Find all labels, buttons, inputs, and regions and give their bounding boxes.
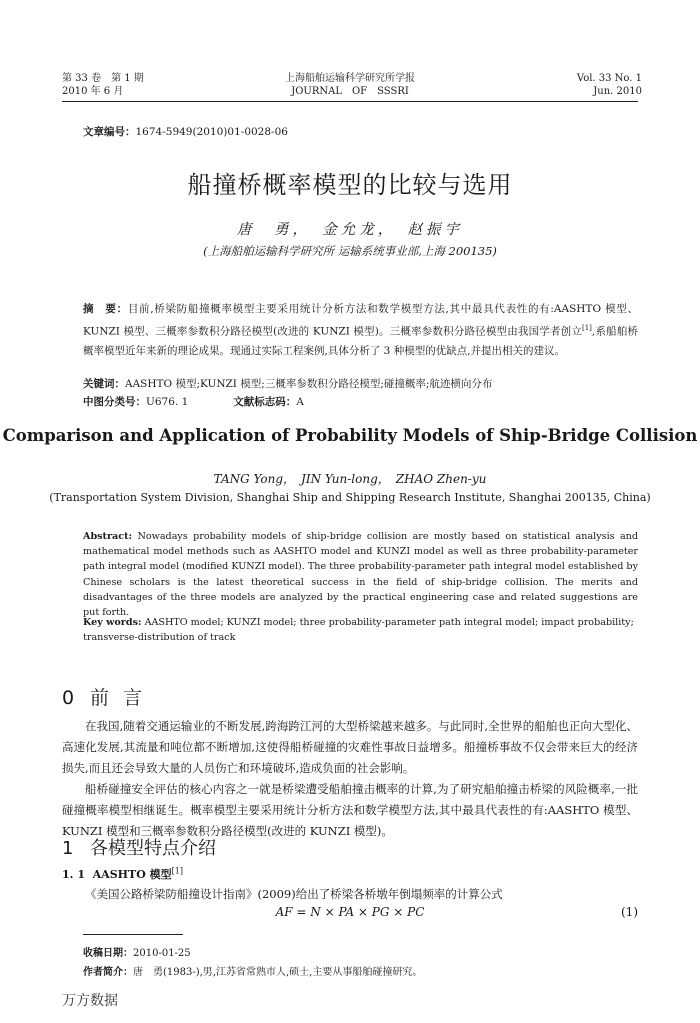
abstract-cn-text: 目前,桥梁防船撞概率模型主要采用统计分析方法和数学模型方法,其中最具代表性的有:AASHTO 模型、KUNZI 模型、三概率参数积分路径模型(改进的 KUNZI 模型)。三概率参数积分路径模型由我国学者创立 <box>83 303 638 338</box>
abstract-cn <box>83 300 638 361</box>
abstract-cn-label: 摘 要： <box>83 303 128 315</box>
section-heading-1 <box>62 834 216 860</box>
received-value: 2010-01-25 <box>133 948 191 959</box>
author-bio-label: 作者简介： <box>83 967 133 978</box>
keywords-en <box>83 615 638 645</box>
article-number-value: 1674-5949(2010)01-0028-06 <box>135 126 288 138</box>
paper-title-en: Comparison and Application of Probability Models of Ship-Bridge Collision <box>2 426 698 445</box>
equation-number: (1) <box>621 905 638 919</box>
abstract-cn-text-2: ,系船舶桥概率模型近年来新的理论成果。现通过实际工程案例,具体分析了 3 种模型的优缺点,并提出相关的建议。 <box>83 325 638 357</box>
author-bio <box>83 963 422 978</box>
section-0-title: 前言 <box>90 687 157 709</box>
clc-label: 中图分类号： <box>83 396 146 408</box>
article-number <box>83 124 288 139</box>
affiliation-cn: (上海船舶运输科学研究所 运输系统事业部,上海 200135) <box>203 244 497 258</box>
affiliation-en: (Transportation System Division, Shanghai Ship and Shipping Research Institute, Shanghai 200135, China) <box>49 491 651 504</box>
keywords-cn-label: 关键词： <box>83 378 125 390</box>
doc-code-label: 文献标志码： <box>233 396 297 408</box>
abstract-en <box>83 529 638 620</box>
issue-date-en: Jun. 2010 <box>593 86 642 97</box>
watermark: 万方数据 <box>62 993 118 1009</box>
volume-issue: 第 33 卷 第 1 期 <box>62 73 144 84</box>
keywords-cn <box>83 376 492 391</box>
journal-volume-info <box>62 72 144 98</box>
paper-title-cn: 船撞桥概率模型的比较与选用 <box>187 171 513 199</box>
equation-1: AF = N × PA × PG × PC <box>275 905 425 919</box>
abstract-en-text: Nowadays probability models of ship-bridge collision are mostly based on statistical analysis and mathematical model methods such as AASHTO model and KUNZI model as well as three probability-parameter path integral model (modified KUNZI model). The three probability-parameter path integral model established by Chinese scholars is the latest theoretical success in the field of ship-bridge collision. The merits and disadvantages of the three models are analyzed by the practical engineering case and related suggestions are put forth. <box>83 531 638 619</box>
received-label: 收稿日期： <box>83 948 133 959</box>
footnote-rule <box>83 934 183 935</box>
subsection-heading-1-1 <box>62 866 183 882</box>
doc-code-value: A <box>296 396 304 408</box>
authors-cn: 唐 勇， 金允龙， 赵振宇 <box>237 222 463 238</box>
author-bio-text: 唐 勇(1983-),男,江苏省常熟市人,硕士,主要从事船舶碰撞研究。 <box>133 967 423 978</box>
section-1-title: 各模型特点介绍 <box>90 838 216 859</box>
clc-value: U676. 1 <box>146 396 189 408</box>
abstract-cn-ref[interactable]: [1] <box>582 324 592 332</box>
journal-name <box>240 72 460 98</box>
section-heading-0 <box>62 683 156 710</box>
article-number-label: 文章编号： <box>83 126 136 138</box>
subsection-1-1-number: 1. 1 <box>62 868 85 881</box>
issue-date: 2010 年 6 月 <box>62 86 124 97</box>
section-1-paragraph-1: 《美国公路桥梁防船撞设计指南》(2009)给出了桥梁各桥墩年倒塌频率的计算公式 <box>85 887 503 901</box>
keywords-en-label: Key words: <box>83 617 142 628</box>
section-1-number: 1 <box>62 838 74 859</box>
abstract-en-label: Abstract: <box>83 531 133 542</box>
subsection-1-1-title: AASHTO 模型 <box>92 868 172 881</box>
volume-issue-en: Vol. 33 No. 1 <box>576 73 642 84</box>
header-rule <box>62 101 638 102</box>
received-date <box>83 944 191 959</box>
section-0-paragraph-1: 在我国,随着交通运输业的不断发展,跨海跨江河的大型桥梁越来越多。与此同时,全世界的船舶也正向大型化、高速化发展,其流量和吨位都不断增加,这使得船桥碰撞的灾难性事故日益增多。船撞桥事故不仅会带来巨大的经济损失,而且还会导致大量的人员伤亡和环境破坏,造成负面的社会影响。 <box>62 719 638 775</box>
section-0-number: 0 <box>62 687 75 709</box>
classification <box>83 394 304 409</box>
authors-en: TANG Yong， JIN Yun-long， ZHAO Zhen-yu <box>213 472 487 486</box>
journal-name-cn: 上海船舶运输科学研究所学报 <box>285 73 415 84</box>
keywords-cn-text: AASHTO 模型;KUNZI 模型;三概率参数积分路径模型;碰撞概率;航迹横向分布 <box>125 378 493 390</box>
subsection-1-1-ref[interactable]: [1] <box>171 866 183 876</box>
section-0-paragraph-2: 船桥碰撞安全评估的核心内容之一就是桥梁遭受船舶撞击概率的计算,为了研究船舶撞击桥梁的风险概率,一批碰撞概率模型相继诞生。概率模型主要采用统计分析方法和数学模型方法,其中最具代表性的有:AASHTO 模型、KUNZI 模型和三概率参数积分路径模型(改进的 KUNZI 模型)。 <box>62 782 638 838</box>
journal-name-en: JOURNAL OF SSSRI <box>291 86 409 97</box>
keywords-en-text: AASHTO model; KUNZI model; three probability-parameter path integral model; impact probability; transverse-distribution of track <box>83 617 634 644</box>
journal-volume-info-en <box>577 72 642 98</box>
